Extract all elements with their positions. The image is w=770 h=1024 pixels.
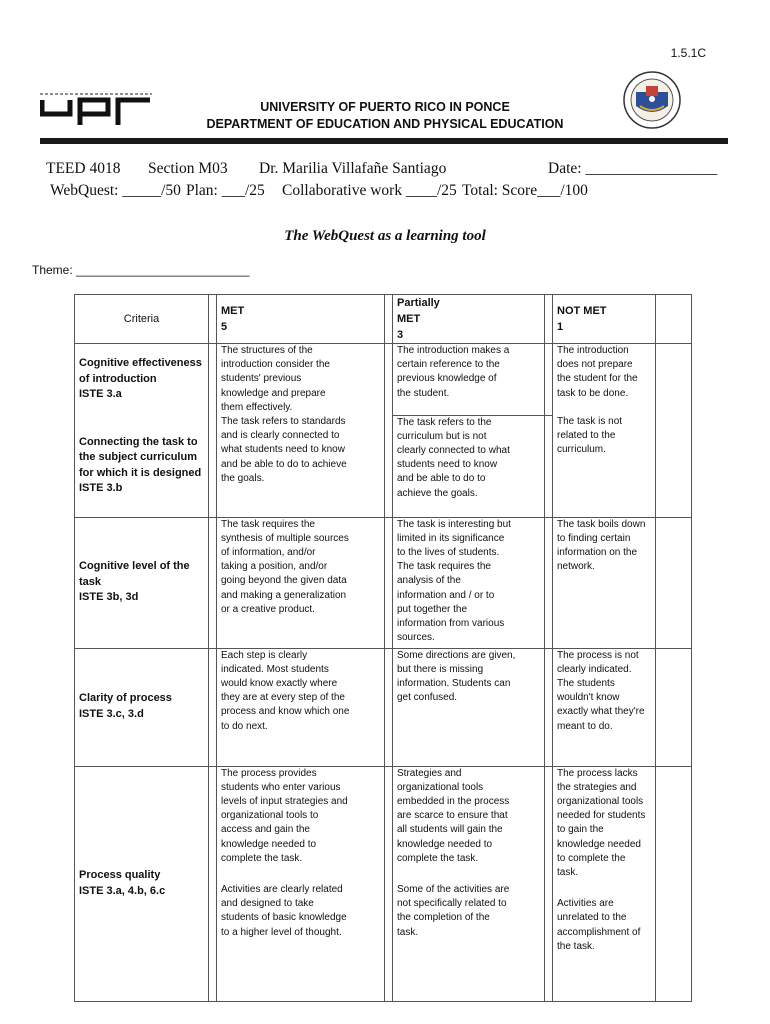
notmet-header bbox=[553, 295, 656, 344]
notmet-line: network. bbox=[557, 561, 595, 573]
met-line: the goals. bbox=[221, 472, 265, 484]
notmet-line: meant to do. bbox=[557, 720, 613, 732]
criteria-line: Cognitive effectiveness bbox=[79, 357, 202, 370]
notmet-header-label: NOT MET bbox=[557, 305, 607, 317]
met-line: and be able to do to achieve bbox=[221, 458, 347, 470]
met-line: levels of input strategies and bbox=[221, 795, 348, 807]
partial-line: and be able to do to bbox=[397, 473, 486, 485]
spacer-cell bbox=[545, 415, 553, 517]
partial-line: information from various bbox=[397, 617, 505, 629]
met-line: and is clearly connected to bbox=[221, 430, 340, 442]
partial-line: complete the task. bbox=[397, 852, 479, 864]
partial-line: The task is interesting but bbox=[397, 518, 511, 530]
partial-line: to the lives of students. bbox=[397, 546, 500, 558]
spacer-cell bbox=[209, 517, 217, 648]
table-row bbox=[75, 344, 692, 416]
criteria-line: ISTE 3.b bbox=[79, 482, 123, 495]
met-line: students of basic knowledge bbox=[221, 912, 347, 924]
notmet-cell bbox=[553, 648, 656, 766]
table-row bbox=[75, 517, 692, 648]
partial-line: analysis of the bbox=[397, 575, 461, 587]
spacer-cell bbox=[656, 344, 692, 416]
criteria-line: Connecting the task to bbox=[79, 435, 198, 448]
partial-line: Some of the activities are bbox=[397, 883, 510, 895]
criteria-line: of introduction bbox=[79, 372, 157, 385]
notmet-line: The students bbox=[557, 677, 615, 689]
met-line: would know exactly where bbox=[221, 677, 338, 689]
partial-line: all students will gain the bbox=[397, 824, 503, 836]
partial-line: but there is missing bbox=[397, 663, 484, 675]
met-line: going beyond the given data bbox=[221, 575, 347, 587]
document-number: 1.5.1C bbox=[670, 46, 706, 60]
notmet-line: related to the bbox=[557, 430, 616, 442]
criteria-cell bbox=[75, 344, 209, 416]
met-line: indicated. Most students bbox=[221, 663, 329, 675]
partial-line: are scarce to ensure that bbox=[397, 810, 508, 822]
theme-field: Theme: __________________________ bbox=[32, 263, 250, 277]
met-line: and making a generalization bbox=[221, 589, 347, 601]
partial-line: information. Students can bbox=[397, 677, 511, 689]
met-line: access and gain the bbox=[221, 824, 310, 836]
partial-header-points: 3 bbox=[397, 329, 404, 341]
partial-cell bbox=[393, 517, 545, 648]
date-field: Date: _________________ bbox=[548, 160, 718, 177]
partial-line: put together the bbox=[397, 603, 468, 615]
notmet-header-points: 1 bbox=[557, 321, 564, 333]
criteria-line: for which it is designed bbox=[79, 466, 202, 479]
met-line: them effectively. bbox=[221, 401, 293, 413]
partial-line: sources. bbox=[397, 632, 435, 644]
met-line: The structures of the bbox=[221, 345, 313, 356]
spacer-cell bbox=[209, 766, 217, 1001]
notmet-line: task. bbox=[557, 866, 579, 878]
met-header-points: 5 bbox=[221, 321, 228, 333]
partial-line: organizational tools bbox=[397, 781, 484, 793]
criteria-line: ISTE 3.c, 3.d bbox=[79, 708, 144, 721]
met-line: Activities are clearly related bbox=[221, 883, 343, 895]
spacer-cell bbox=[656, 648, 692, 766]
partial-line: certain reference to the bbox=[397, 359, 500, 371]
notmet-line: to complete the bbox=[557, 852, 626, 864]
notmet-cell bbox=[553, 415, 656, 517]
spacer-cell bbox=[656, 295, 692, 344]
partial-line: task. bbox=[397, 926, 419, 938]
partial-line: information and / or to bbox=[397, 589, 495, 601]
notmet-line: task to be done. bbox=[557, 387, 629, 399]
spacer-cell bbox=[385, 344, 393, 416]
met-line: students who enter various bbox=[221, 781, 341, 793]
course-code: TEED 4018 bbox=[46, 160, 121, 177]
notmet-line: The task is not bbox=[557, 416, 623, 428]
spacer-cell bbox=[209, 648, 217, 766]
notmet-line: does not prepare bbox=[557, 359, 633, 371]
criteria-line: Process quality bbox=[79, 868, 161, 881]
met-line: they are at every step of the bbox=[221, 692, 345, 704]
spacer-cell bbox=[385, 415, 393, 517]
criteria-line: ISTE 3b, 3d bbox=[79, 591, 139, 604]
criteria-cell bbox=[75, 517, 209, 648]
criteria-cell bbox=[75, 415, 209, 517]
criteria-cell bbox=[75, 766, 209, 1001]
department-name: DEPARTMENT OF EDUCATION AND PHYSICAL EDUCATION bbox=[206, 117, 564, 131]
met-header bbox=[217, 295, 385, 344]
notmet-cell bbox=[553, 344, 656, 416]
notmet-line: unrelated to the bbox=[557, 912, 627, 924]
rubric-table bbox=[74, 294, 692, 1002]
met-line: introduction consider the bbox=[221, 359, 330, 371]
spacer-cell bbox=[545, 344, 553, 416]
met-line: or a creative product. bbox=[221, 603, 315, 615]
partial-line: previous knowledge of bbox=[397, 373, 497, 385]
met-line: process and know which one bbox=[221, 706, 350, 718]
spacer-cell bbox=[209, 415, 217, 517]
criteria-line: task bbox=[79, 575, 102, 588]
partial-header-label-1: Partially bbox=[397, 297, 440, 309]
partial-line: the completion of the bbox=[397, 912, 490, 924]
table-row bbox=[75, 766, 692, 1001]
met-line: Each step is clearly bbox=[221, 649, 308, 661]
partial-header bbox=[393, 295, 545, 344]
notmet-line: exactly what they're bbox=[557, 706, 645, 718]
met-header-label: MET bbox=[221, 305, 245, 317]
spacer-cell bbox=[545, 295, 553, 344]
met-cell bbox=[217, 517, 385, 648]
notmet-cell bbox=[553, 766, 656, 1001]
webquest-score: WebQuest: _____/50 bbox=[50, 182, 181, 199]
instructor-name: Dr. Marilia Villafañe Santiago bbox=[259, 160, 447, 177]
partial-line: curriculum but is not bbox=[397, 430, 487, 442]
spacer-cell bbox=[385, 766, 393, 1001]
partial-line: clearly connected to what bbox=[397, 444, 510, 456]
spacer-cell bbox=[385, 648, 393, 766]
met-line: The task refers to standards bbox=[221, 416, 346, 428]
met-cell bbox=[217, 344, 385, 416]
partial-cell bbox=[393, 344, 545, 416]
notmet-line: Activities are bbox=[557, 898, 614, 910]
spacer-cell bbox=[209, 344, 217, 416]
criteria-line: the subject curriculum bbox=[79, 451, 197, 464]
met-cell bbox=[217, 766, 385, 1001]
table-row bbox=[75, 648, 692, 766]
notmet-line: curriculum. bbox=[557, 444, 606, 456]
met-line: of information, and/or bbox=[221, 546, 316, 558]
notmet-line: knowledge needed bbox=[557, 838, 641, 850]
met-line: to do next. bbox=[221, 720, 268, 732]
total-score: Total: Score___/100 bbox=[462, 182, 588, 199]
criteria-cell bbox=[75, 648, 209, 766]
partial-line: The task refers to the bbox=[397, 416, 492, 428]
met-cell bbox=[217, 648, 385, 766]
collaborative-score: Collaborative work ____/25 bbox=[282, 182, 457, 199]
partial-line: Some directions are given, bbox=[397, 649, 516, 661]
partial-header-label-2: MET bbox=[397, 313, 421, 325]
partial-line: the student. bbox=[397, 387, 450, 399]
notmet-line: wouldn't know bbox=[557, 692, 620, 704]
notmet-line: the task. bbox=[557, 940, 595, 952]
notmet-line: The task boils down bbox=[557, 518, 646, 530]
criteria-line: ISTE 3.a bbox=[79, 388, 122, 401]
partial-line: Strategies and bbox=[397, 767, 462, 779]
partial-line: knowledge needed to bbox=[397, 838, 493, 850]
criteria-header: Criteria bbox=[75, 295, 209, 344]
met-line: The process provides bbox=[221, 767, 317, 779]
notmet-line: The process lacks bbox=[557, 767, 638, 779]
met-line: synthesis of multiple sources bbox=[221, 532, 349, 544]
met-line: students' previous bbox=[221, 373, 302, 385]
notmet-line: The process is not bbox=[557, 649, 639, 661]
partial-line: The task requires the bbox=[397, 561, 491, 573]
rubric-title: The WebQuest as a learning tool bbox=[284, 228, 486, 244]
partial-line: achieve the goals. bbox=[397, 487, 478, 499]
table-header-row bbox=[75, 295, 692, 344]
spacer-cell bbox=[545, 766, 553, 1001]
header-rule bbox=[40, 138, 728, 144]
spacer-cell bbox=[385, 517, 393, 648]
spacer-cell bbox=[385, 295, 393, 344]
plan-score: Plan: ___/25 bbox=[186, 182, 265, 199]
met-line: to a higher level of thought. bbox=[221, 926, 342, 938]
spacer-cell bbox=[545, 648, 553, 766]
notmet-line: to gain the bbox=[557, 824, 604, 836]
partial-cell bbox=[393, 648, 545, 766]
partial-line: not specifically related to bbox=[397, 898, 507, 910]
met-line: knowledge and prepare bbox=[221, 387, 326, 399]
met-line: what students need to know bbox=[221, 444, 345, 456]
met-line: and designed to take bbox=[221, 898, 314, 910]
notmet-line: clearly indicated. bbox=[557, 663, 632, 675]
notmet-line: organizational tools bbox=[557, 795, 644, 807]
notmet-line: the student for the bbox=[557, 373, 638, 385]
partial-line: The introduction makes a bbox=[397, 345, 510, 356]
met-line: The task requires the bbox=[221, 518, 315, 530]
partial-line: students need to know bbox=[397, 459, 498, 471]
partial-line: embedded in the process bbox=[397, 795, 510, 807]
met-line: knowledge needed to bbox=[221, 838, 317, 850]
table-row bbox=[75, 415, 692, 517]
partial-line: get confused. bbox=[397, 692, 458, 704]
spacer-cell bbox=[656, 517, 692, 648]
spacer-cell bbox=[209, 295, 217, 344]
partial-line: limited in its significance bbox=[397, 532, 505, 544]
notmet-line: the strategies and bbox=[557, 781, 637, 793]
spacer-cell bbox=[545, 517, 553, 648]
spacer-cell bbox=[656, 415, 692, 517]
spacer-cell bbox=[656, 766, 692, 1001]
criteria-line: Clarity of process bbox=[79, 692, 172, 705]
notmet-line: accomplishment of bbox=[557, 926, 641, 938]
notmet-line: The introduction bbox=[557, 345, 629, 356]
criteria-line: Cognitive level of the bbox=[79, 560, 190, 573]
met-line: complete the task. bbox=[221, 852, 303, 864]
criteria-line: ISTE 3.a, 4.b, 6.c bbox=[79, 884, 166, 897]
partial-cell bbox=[393, 766, 545, 1001]
university-name: UNIVERSITY OF PUERTO RICO IN PONCE bbox=[260, 100, 510, 114]
notmet-line: to finding certain bbox=[557, 532, 631, 544]
notmet-line: information on the bbox=[557, 546, 638, 558]
met-line: taking a position, and/or bbox=[221, 561, 328, 573]
notmet-line: needed for students bbox=[557, 810, 646, 822]
met-cell bbox=[217, 415, 385, 517]
partial-cell bbox=[393, 415, 545, 517]
course-section: Section M03 bbox=[148, 160, 228, 177]
met-line: organizational tools to bbox=[221, 810, 319, 822]
notmet-cell bbox=[553, 517, 656, 648]
